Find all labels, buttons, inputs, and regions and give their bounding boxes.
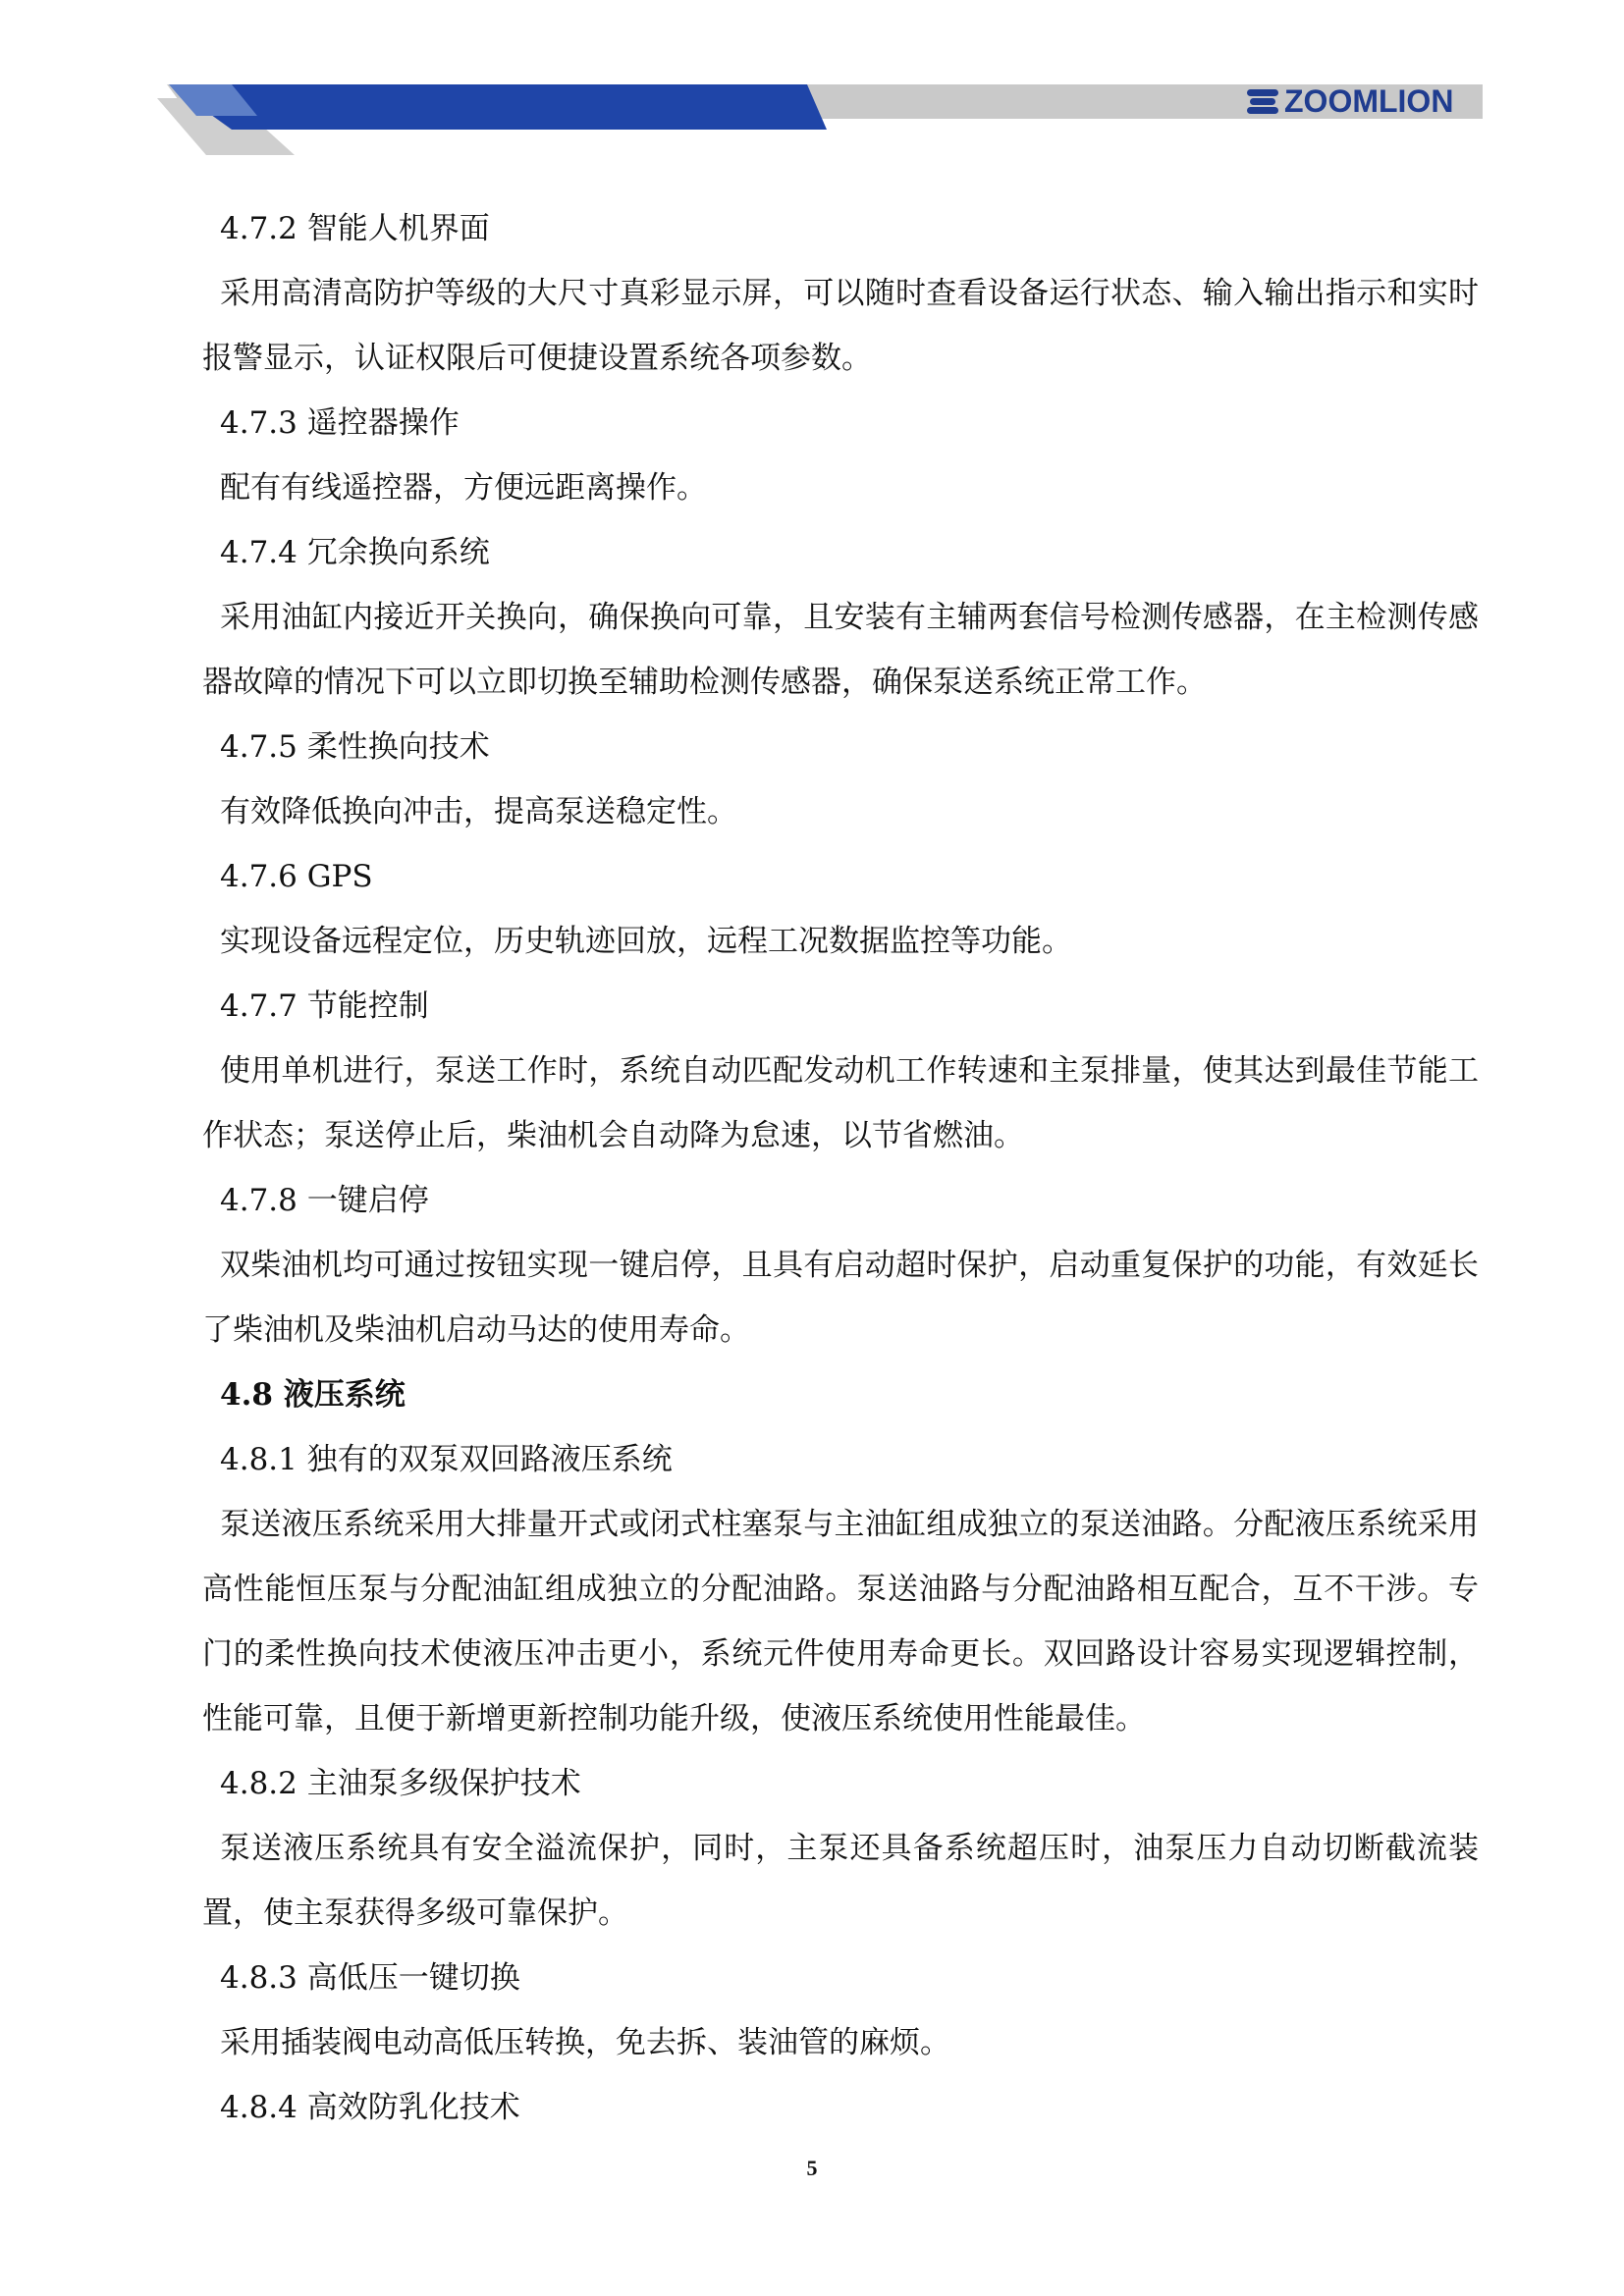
subsection-heading: 4.7.3 遥控器操作: [220, 405, 460, 441]
page-header: [0, 0, 1624, 167]
zoomlion-logo-icon: [1247, 87, 1278, 115]
subsection-heading: 4.7.8 一键启停: [220, 1183, 429, 1218]
body-paragraph: 采用油缸内接近开关换向，确保换向可靠，且安装有主辅两套信号检测传感器，在主检测传感器故障的情况下可以立即切换至辅助检测传感器，确保泵送系统正常工作。: [202, 600, 1479, 700]
subsection-heading: 4.7.4 冗余换向系统: [220, 535, 490, 570]
subsection-heading: 4.7.5 柔性换向技术: [220, 729, 490, 765]
body-paragraph: 泵送液压系统具有安全溢流保护，同时，主泵还具备系统超压时，油泵压力自动切断截流装置，使主泵获得多级可靠保护。: [202, 1831, 1479, 1931]
body-paragraph: 使用单机进行，泵送工作时，系统自动匹配发动机工作转速和主泵排量，使其达到最佳节能工作状态；泵送停止后，柴油机会自动降为怠速，以节省燃油。: [202, 1053, 1479, 1153]
brand-name: ZOOMLION: [1284, 83, 1454, 119]
subsection-heading: 4.7.2 智能人机界面: [220, 211, 490, 246]
page-number: 5: [806, 2156, 818, 2180]
subsection-heading: 4.8.2 主油泵多级保护技术: [220, 1766, 581, 1801]
subsection-heading: 4.7.6 GPS: [220, 859, 373, 894]
body-paragraph: 采用插装阀电动高低压转换，免去拆、装油管的麻烦。: [220, 2025, 950, 2060]
header-blue-band: [169, 84, 827, 130]
body-paragraph: 配有有线遥控器，方便远距离操作。: [220, 470, 707, 506]
section-heading: 4.8 液压系统: [220, 1377, 406, 1413]
body-paragraph: 双柴油机均可通过按钮实现一键启停，且具有启动超时保护，启动重复保护的功能，有效延长了柴油机及柴油机启动马达的使用寿命。: [202, 1248, 1479, 1348]
subsection-heading: 4.8.3 高低压一键切换: [220, 1960, 520, 1996]
body-paragraph: 泵送液压系统采用大排量开式或闭式柱塞泵与主油缸组成独立的泵送油路。分配液压系统采用高性能恒压泵与分配油缸组成独立的分配油路。泵送油路与分配油路相互配合，互不干涉。专门的柔性换向技术使液压冲击更小，系统元件使用寿命更长。双回路设计容易实现逻辑控制，性能可靠，且便于新增更新控制功能升级，使液压系统使用性能最佳。: [202, 1507, 1479, 1736]
document-body: [202, 196, 1479, 2140]
body-paragraph: 实现设备远程定位，历史轨迹回放，远程工况数据监控等功能。: [220, 924, 1072, 959]
zoomlion-logo: [1247, 83, 1453, 119]
body-paragraph: 有效降低换向冲击，提高泵送稳定性。: [220, 794, 737, 829]
subsection-heading: 4.7.7 节能控制: [220, 988, 429, 1024]
body-paragraph: 采用高清高防护等级的大尺寸真彩显示屏，可以随时查看设备运行状态、输入输出指示和实时报警显示，认证权限后可便捷设置系统各项参数。: [202, 276, 1479, 376]
subsection-heading: 4.8.1 独有的双泵双回路液压系统: [220, 1442, 673, 1477]
subsection-heading: 4.8.4 高效防乳化技术: [220, 2090, 520, 2125]
